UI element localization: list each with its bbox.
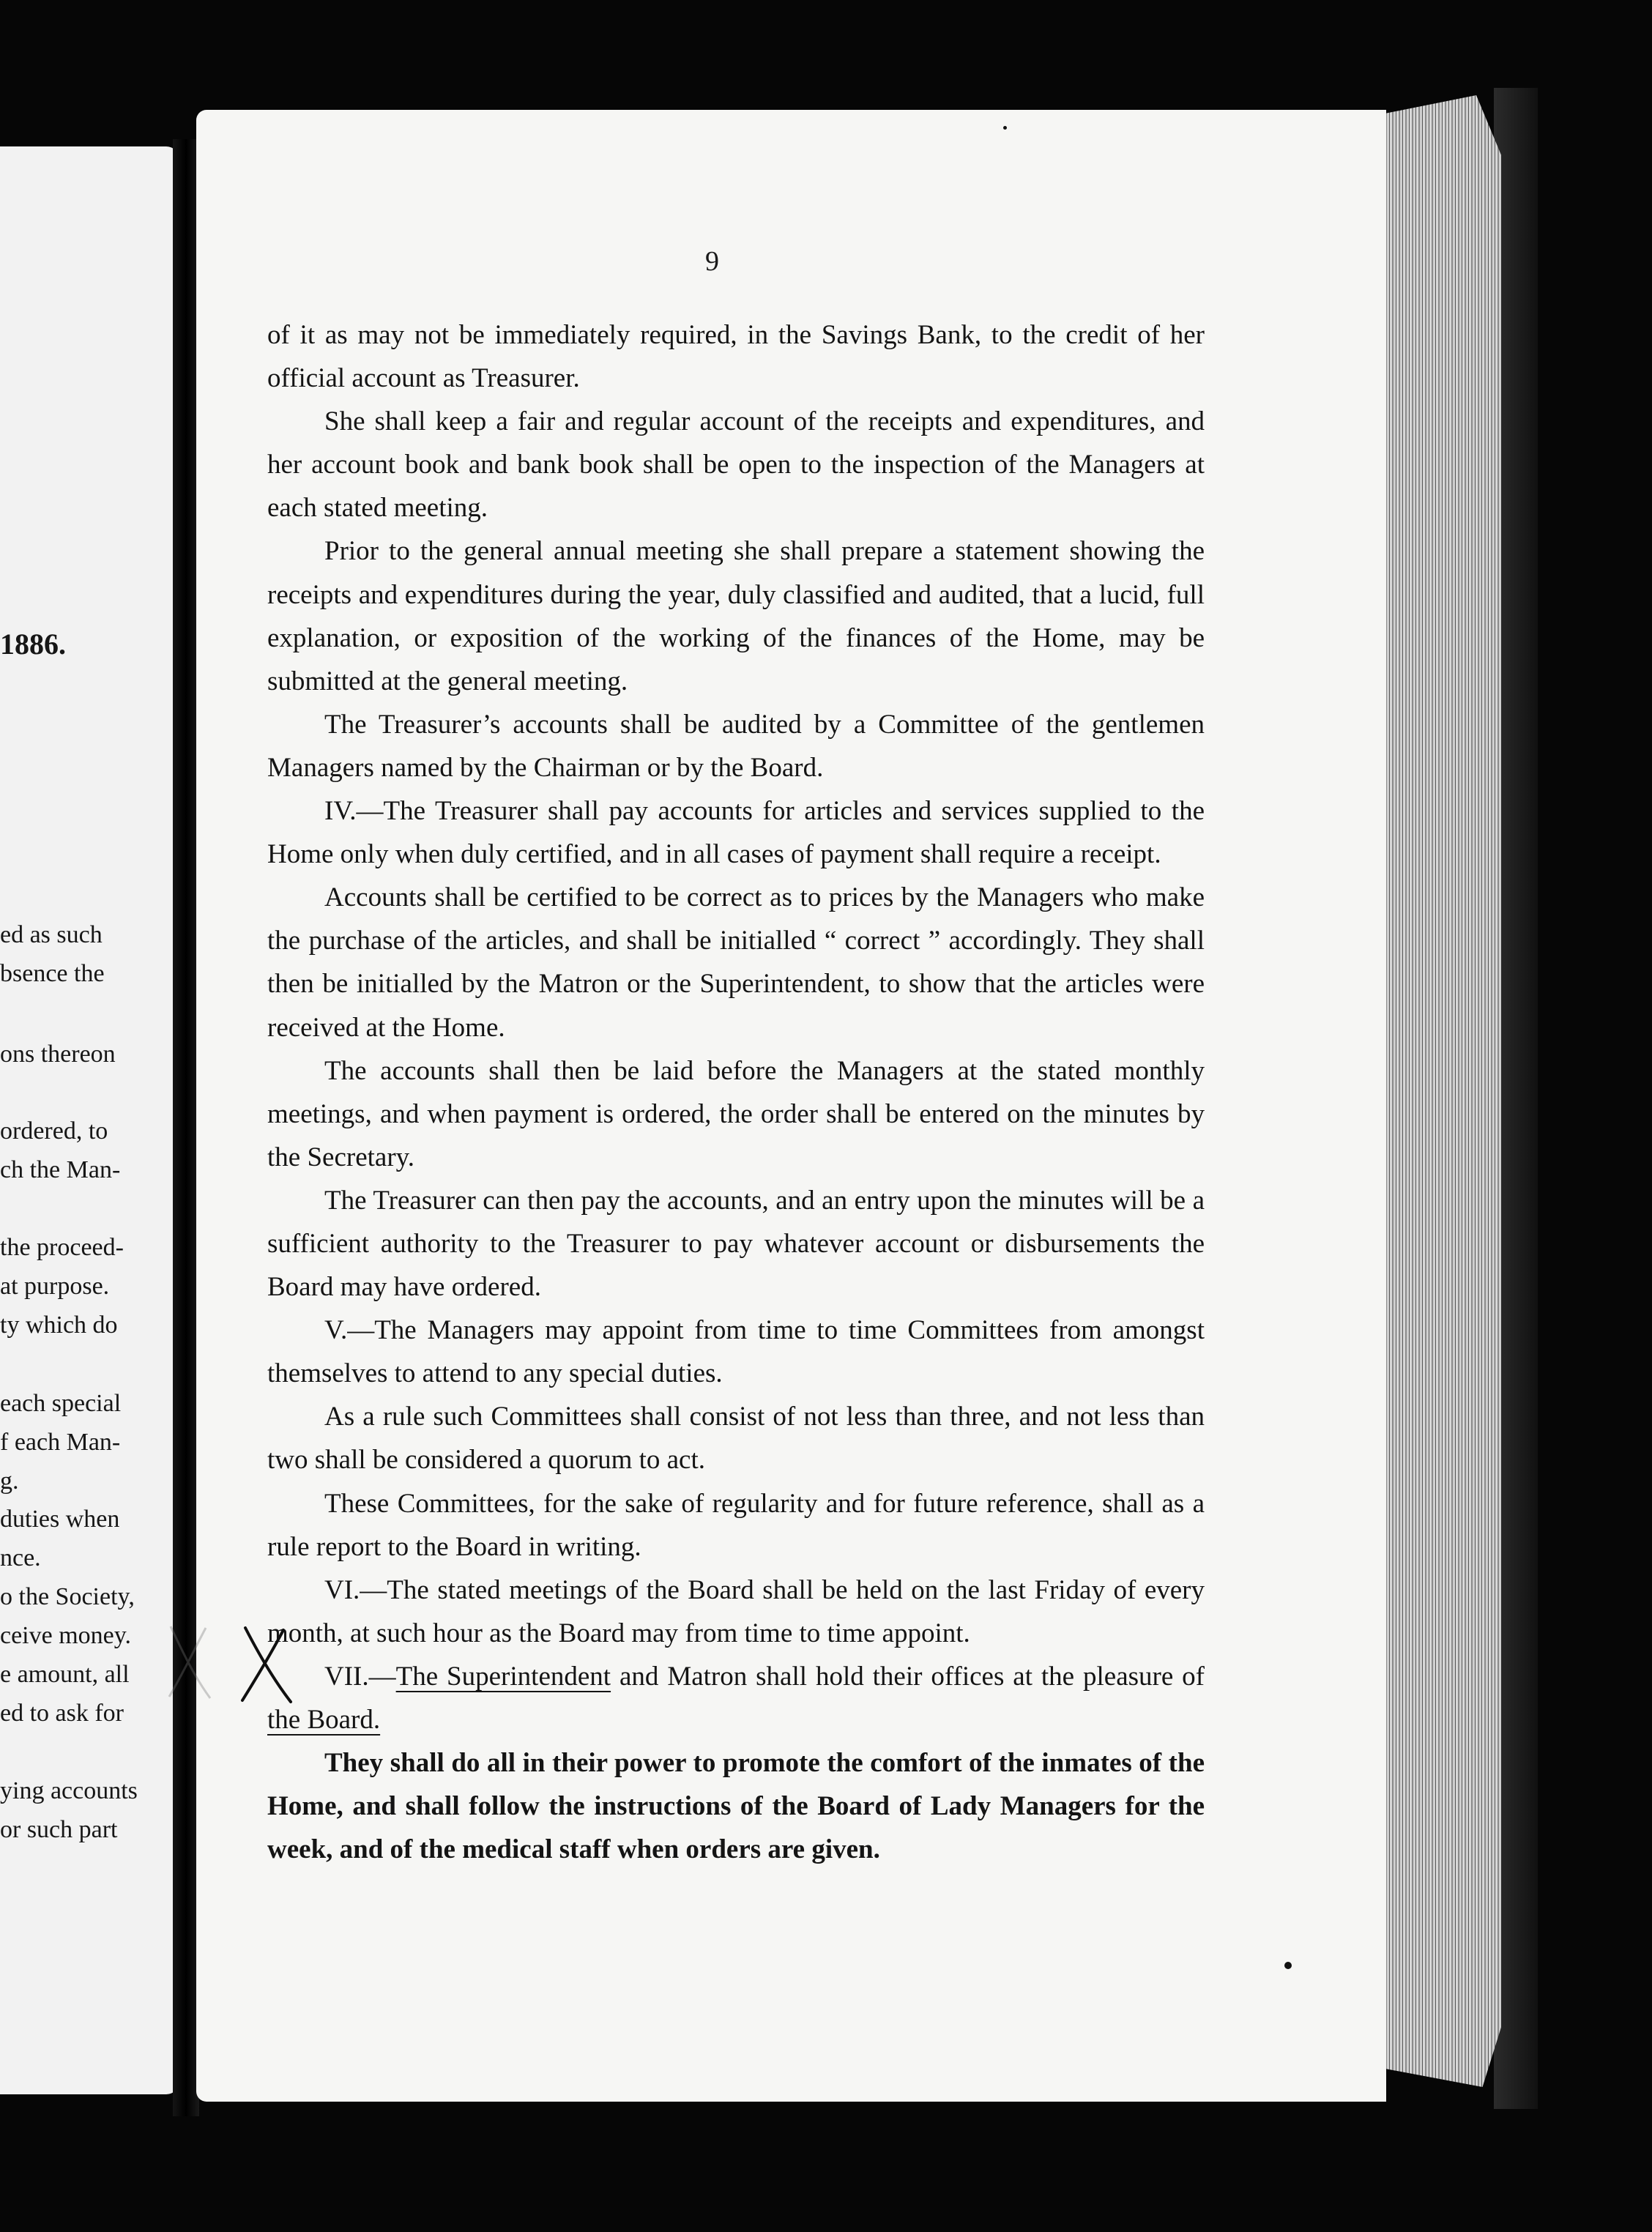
left-fragment: at purpose. xyxy=(0,1273,110,1300)
left-fragment: bsence the xyxy=(0,960,105,987)
underlined-text: The Superintendent xyxy=(395,1661,611,1692)
page-number: 9 xyxy=(705,246,719,277)
page-body xyxy=(267,313,1205,1871)
left-fragment: ch the Man- xyxy=(0,1156,121,1183)
paragraph: The accounts shall then be laid before the Managers at the stated monthly meetings, and when payment is ordered, the order shall be entered on the minutes by the Secretary. xyxy=(267,1055,1205,1172)
left-fragment: ordered, to xyxy=(0,1117,108,1145)
paragraph: These Committees, for the sake of regularity and for future reference, shall as a rule report to the Board in writing. xyxy=(267,1488,1205,1562)
left-fragment: the proceed- xyxy=(0,1234,124,1261)
faint-x-mark-bleedthrough xyxy=(165,1622,216,1703)
left-fragment: each special xyxy=(0,1390,122,1417)
paragraph: Prior to the general annual meeting she shall prepare a statement showing the receipts and expenditures during the year, duly classified and audited, that a lucid, full explanation, or exposition of the working of the finances of the Home, may be submitted at the general meeting. xyxy=(267,536,1205,696)
paragraph: IV.—The Treasurer shall pay accounts for articles and services supplied to the Home only when duly certified, and in all cases of payment shall require a receipt. xyxy=(267,796,1205,870)
paragraph: VI.—The stated meetings of the Board shall be held on the last Friday of every month, at such hour as the Board may from time to time appoint. xyxy=(267,1574,1205,1648)
page-edges xyxy=(1377,95,1501,2087)
paragraph: V.—The Managers may appoint from time to time Committees from amongst themselves to attend to any special duties. xyxy=(267,1315,1205,1389)
paragraph: She shall keep a fair and regular account of the receipts and expenditures, and her account book and bank book shall be open to the inspection of the Managers at each stated meeting. xyxy=(267,406,1205,524)
left-fragment: ed as such xyxy=(0,921,103,948)
book-gutter xyxy=(173,139,199,2116)
paragraph: They shall do all in their power to promote the comfort of the inmates of the Home, and shall follow the instructions of the Board of Lady Managers for the week, and of the medical staff when orders are given. xyxy=(267,1748,1205,1865)
paragraph-vii xyxy=(267,1655,1205,1741)
left-fragment: duties when xyxy=(0,1506,120,1533)
left-fragment: ceive money. xyxy=(0,1622,132,1649)
left-fragment: or such part xyxy=(0,1816,118,1843)
paragraph: The Treasurer’s accounts shall be audited by a Committee of the gentlemen Managers named by the Chairman or by the Board. xyxy=(267,709,1205,783)
left-fragment: ons thereon xyxy=(0,1041,116,1068)
paragraph-text: and Matron shall hold their offices at the pleasure of xyxy=(611,1661,1205,1692)
left-page-text xyxy=(0,0,179,2232)
paragraph: Accounts shall be certified to be correct as to prices by the Managers who make the purchase of the articles, and shall be initialled “ correct ” accordingly. They shall then be initialled by the Matron or the Superintendent, to show that the articles were received at the Home. xyxy=(267,882,1205,1043)
paragraph: of it as may not be immediately required, in the Savings Bank, to the credit of her official account as Treasurer. xyxy=(267,320,1205,394)
section-number: VII.— xyxy=(324,1661,396,1692)
paragraph: As a rule such Committees shall consist of not less than three, and not less than two shall be considered a quorum to act. xyxy=(267,1402,1205,1476)
underlined-text: the Board. xyxy=(267,1705,381,1735)
left-fragment: ty which do xyxy=(0,1312,118,1339)
left-fragment: ying accounts xyxy=(0,1777,138,1804)
left-fragment: nce. xyxy=(0,1544,41,1571)
left-fragment: o the Society, xyxy=(0,1583,135,1610)
ink-speck xyxy=(1003,126,1007,130)
left-fragment: f each Man- xyxy=(0,1429,121,1456)
left-page-year: 1886. xyxy=(0,628,66,661)
left-fragment: ed to ask for xyxy=(0,1700,124,1727)
paragraph: The Treasurer can then pay the accounts, and an entry upon the minutes will be a sufficient authority to the Treasurer to pay whatever account or disbursements the Board may have ordered. xyxy=(267,1185,1205,1303)
left-fragment: e amount, all xyxy=(0,1661,130,1688)
ink-speck xyxy=(1284,1962,1292,1969)
handwritten-x-mark xyxy=(238,1624,297,1705)
left-fragment: g. xyxy=(0,1467,19,1495)
